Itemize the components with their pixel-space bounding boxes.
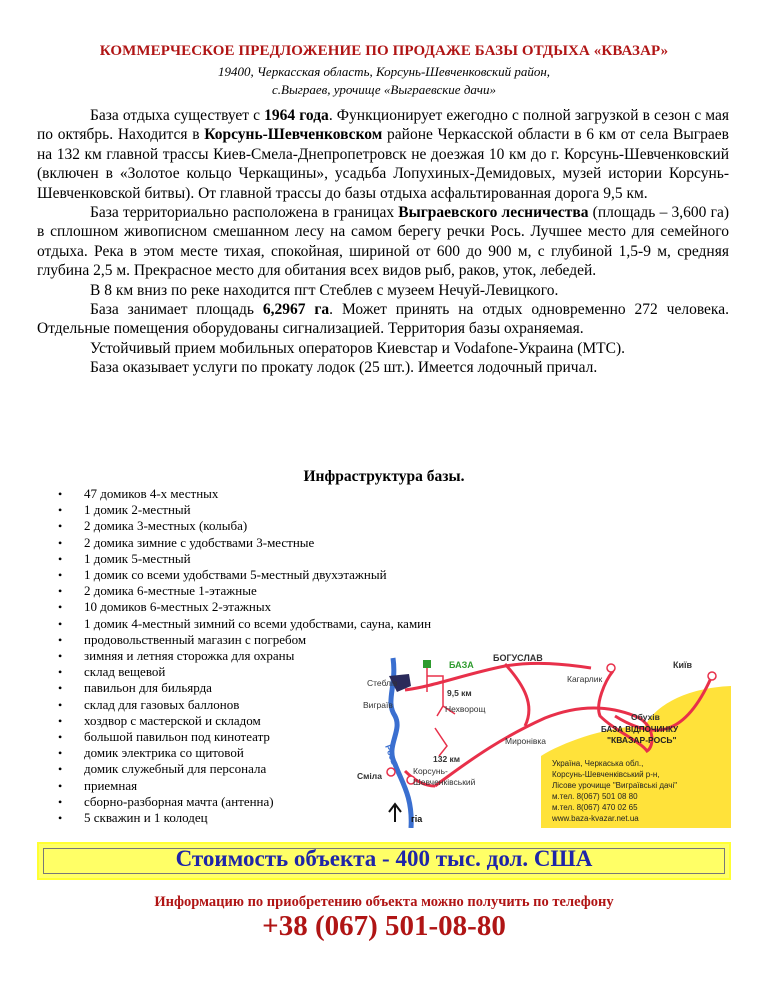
map-label-gia: гіа	[411, 814, 423, 824]
paragraph-history: База отдыха существует с 1964 года. Функционирует ежегодно с полной загрузкой в сезон с мая по октябрь. Находится в Корсунь-Шевченковском районе Черкасской области в 6 км от села Выграев на 132 км главной трассы Киев-Смела-Днепропетровск не доезжая 10 км до г. Корсунь-Шевченковский (включен в «Золотое кольцо Черкащины», усадьба Лопухиных-Демидовых, музей истории Корсунь-Шевченковской битвы). От главной трассы до базы отдыха асфальтированная дорога 9,5 км.	[37, 107, 730, 202]
map-label-kaharlyk: Кагарлик	[567, 674, 603, 684]
price-text: Стоимость объекта - 400 тыс. дол. США	[175, 846, 593, 871]
page-title: КОММЕРЧЕСКОЕ ПРЕДЛОЖЕНИЕ ПО ПРОДАЖЕ БАЗЫ ОТДЫХА «КВАЗАР»	[99, 43, 669, 59]
boguslav-dot	[607, 664, 615, 672]
map-label-distance-132: 132 км	[433, 754, 461, 764]
map-card-phone2: м.тел. 8(067) 470 02 65	[552, 803, 638, 812]
base-marker	[423, 660, 431, 668]
paragraph-steblev: В 8 км вниз по реке находится пгт Стеблев с музеем Нечуй-Левицкого.	[90, 281, 559, 299]
contact-phone[interactable]: +38 (067) 501-08-80	[262, 910, 506, 942]
infrastructure-item: • большой павильон под кинотеатр	[58, 729, 431, 745]
infrastructure-item: • домик электрика со щитовой	[58, 745, 431, 761]
paragraph-location: База территориально расположена в границах Выграевского лесничества (площадь – 3,600 га) в сплошном живописном смешанном лесу на самом берегу речки Рось. Лучшее место для семейного отдыха. Река в этом месте тихая, спокойная, шириной от 600 до 900 м, с глубиной 1,5-9 м, средняя глубина 2,5 м. Прекрасное место для обитания всех видов рыб, раков, уток, лебедей.	[37, 204, 729, 280]
infrastructure-item: • хоздвор с мастерской и складом	[58, 713, 431, 729]
map-label-steblev: Стеблів	[367, 678, 398, 688]
map-label-korsun-1: Корсунь-	[413, 766, 448, 776]
map-label-nekhvorosh: Нехворощ	[445, 704, 486, 714]
infrastructure-item: • склад вещевой	[58, 664, 431, 680]
map-label-smila: Сміла	[357, 771, 382, 781]
map-label-myronivka: Миронівка	[505, 736, 547, 746]
map-card-name: "КВАЗАР-РОСЬ"	[607, 735, 677, 745]
map-label-boguslav: БОГУСЛАВ	[493, 653, 543, 663]
map-label-baza: БАЗА	[449, 660, 474, 670]
paragraph-area: База занимает площадь 6,2967 га. Может принять на отдых одновременно 272 человека. Отдельные помещения оборудованы сигнализацией. Территория базы охраняемая.	[37, 301, 729, 338]
address-line-2: с.Выграев, урочище «Выграевские дачи»	[272, 82, 496, 97]
infrastructure-item: • домик служебный для персонала	[58, 761, 431, 777]
map-card-website: www.baza-kvazar.net.ua	[552, 814, 639, 823]
map-label-ros: Рось	[383, 743, 400, 766]
map-label-distance-9-5: 9,5 км	[447, 688, 472, 698]
price-box	[37, 842, 731, 880]
map-label-korsun-2: Шевченківський	[413, 777, 476, 787]
map-image	[355, 646, 731, 828]
infrastructure-item: • 1 домик со всеми удобствами 5-местный двухэтажный	[58, 567, 431, 583]
location-map	[355, 646, 731, 828]
map-card-title: БАЗА ВІДПОЧИНКУ	[601, 725, 679, 734]
district-name: Корсунь-Шевченковском	[204, 126, 383, 144]
infrastructure-item: • склад для газовых баллонов	[58, 697, 431, 713]
map-card-line3: Україна, Черкаська обл.,	[552, 759, 644, 768]
infrastructure-item: • приемная	[58, 778, 431, 794]
infrastructure-item: • 1 домик 5-местный	[58, 551, 431, 567]
infrastructure-title: Инфраструктура базы.	[303, 468, 465, 485]
year-founded: 1964 года	[264, 107, 329, 124]
infrastructure-item: • сборно-разборная мачта (антенна)	[58, 794, 431, 810]
infrastructure-item: • 1 домик 2-местный	[58, 502, 431, 518]
infrastructure-item: • 2 домика 6-местные 1-этажные	[58, 583, 431, 599]
infrastructure-item: • 2 домика 3-местных (колыба)	[58, 518, 431, 534]
map-label-kyiv: Київ	[673, 660, 693, 670]
map-card-phone1: м.тел. 8(067) 501 08 80	[552, 792, 638, 801]
smila-dot	[387, 768, 395, 776]
infrastructure-item: • павильон для бильярда	[58, 680, 431, 696]
contact-info: Информацию по приобретению объекта можно получить по телефону	[154, 894, 614, 910]
road-myronivka	[505, 664, 529, 726]
infrastructure-item: • 47 домиков 4-х местных	[58, 486, 431, 502]
address-line-1: 19400, Черкасская область, Корсунь-Шевченковский район,	[217, 64, 551, 79]
paragraph-boats: База оказывает услуги по прокату лодок (25 шт.). Имеется лодочный причал.	[90, 359, 598, 377]
map-card-line5: Лісове урочище "Виграївські дачі"	[552, 781, 678, 790]
description	[37, 106, 729, 378]
paragraph-mobile: Устойчивый прием мобильных операторов Киевстар и Vodafone-Украина (МТС).	[90, 339, 625, 357]
infrastructure-item: • 10 домиков 6-местных 2-этажных	[58, 599, 431, 615]
area-value: 6,2967 га	[262, 301, 330, 319]
map-label-obukhiv: Обухів	[631, 712, 660, 722]
infrastructure-item: • 1 домик 4-местный зимний со всеми удобствами, сауна, камин	[58, 616, 431, 632]
infrastructure-item: • продовольственный магазин с погребом	[58, 632, 431, 648]
map-label-vygraiv: Виграїв	[363, 700, 393, 710]
direction-arrow-icon	[389, 804, 401, 822]
infrastructure-item: • 2 домика зимние с удобствами 3-местные	[58, 535, 431, 551]
infrastructure-item: • зимняя и летняя сторожка для охраны	[58, 648, 431, 664]
kyiv-dot	[708, 672, 716, 680]
forestry-name: Выграевского лесничества	[398, 204, 589, 222]
infrastructure-item: • 5 скважин и 1 колодец	[58, 810, 431, 826]
map-card-line4: Корсунь-Шевченківський р-н,	[552, 770, 660, 779]
